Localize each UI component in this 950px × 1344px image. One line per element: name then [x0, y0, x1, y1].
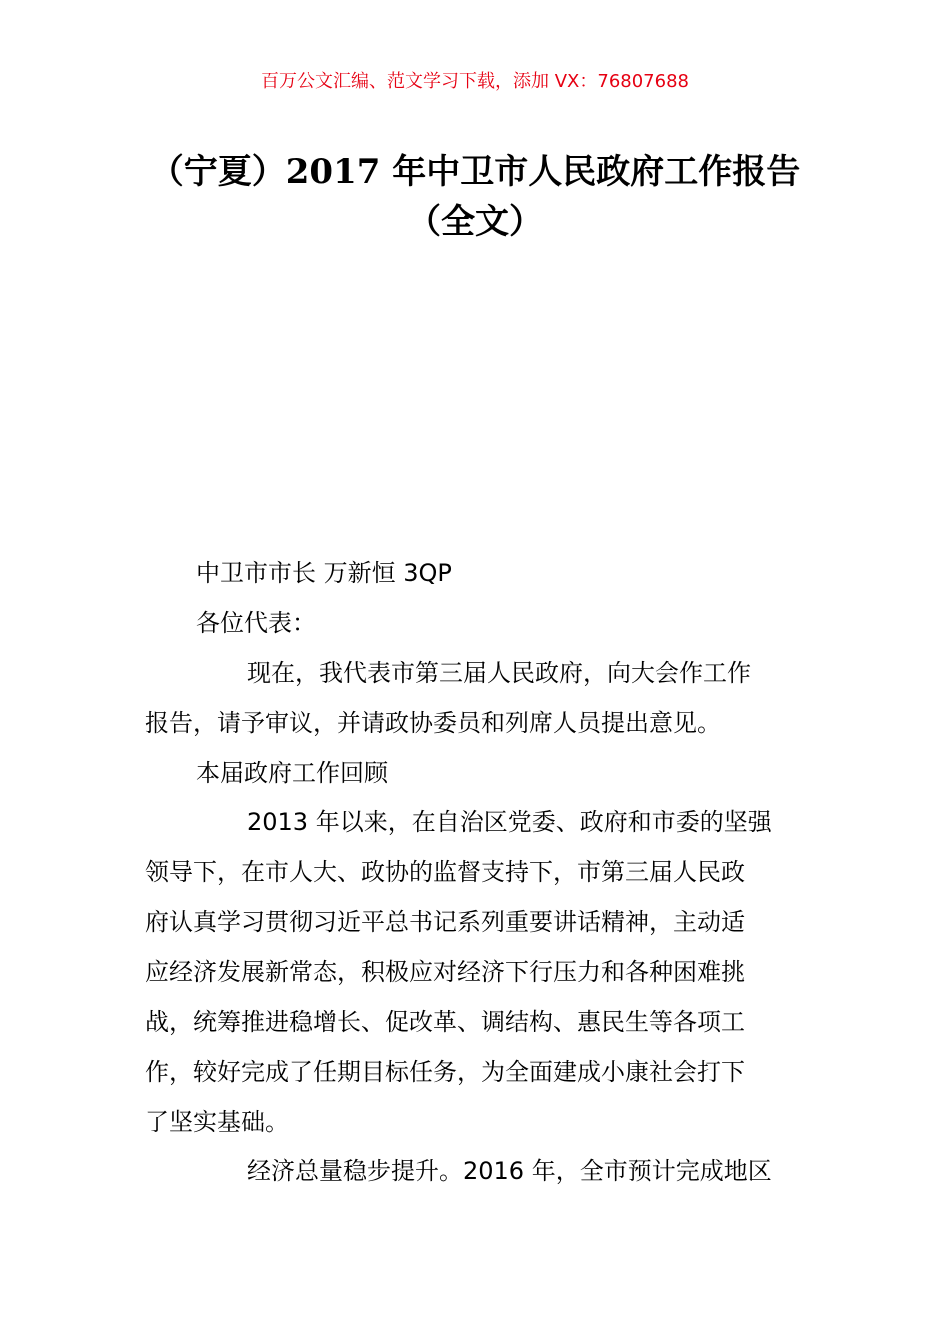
salutation: 各位代表：: [196, 609, 316, 637]
paragraph-2-line: 应经济发展新常态，积极应对经济下行压力和各种困难挑: [145, 958, 745, 986]
paragraph-1-line: 报告，请予审议，并请政协委员和列席人员提出意见。: [145, 709, 721, 737]
paragraph-2-line: 领导下，在市人大、政协的监督支持下，市第三届人民政: [145, 858, 745, 886]
paragraph-2-line: 了坚实基础。: [145, 1108, 289, 1136]
section-heading: 本届政府工作回顾: [196, 759, 388, 787]
paragraph-2-line: 府认真学习贯彻习近平总书记系列重要讲话精神，主动适: [145, 908, 745, 936]
paragraph-2-line: 作，较好完成了任期目标任务，为全面建成小康社会打下: [145, 1058, 745, 1086]
byline: 中卫市市长 万新恒 3QP: [196, 559, 452, 587]
document-title-line-2: （全文）: [407, 202, 543, 242]
paragraph-1-line: 现在，我代表市第三届人民政府，向大会作工作: [247, 659, 751, 687]
paragraph-2-line: 战，统筹推进稳增长、促改革、调结构、惠民生等各项工: [145, 1008, 745, 1036]
paragraph-3-line: 经济总量稳步提升。2016 年，全市预计完成地区: [247, 1157, 772, 1185]
paragraph-2-line: 2013 年以来，在自治区党委、政府和市委的坚强: [247, 808, 772, 836]
watermark-header: 百万公文汇编、范文学习下载，添加 VX：76807688: [261, 71, 689, 92]
document-title-line-1: （宁夏）2017 年中卫市人民政府工作报告: [149, 152, 801, 192]
